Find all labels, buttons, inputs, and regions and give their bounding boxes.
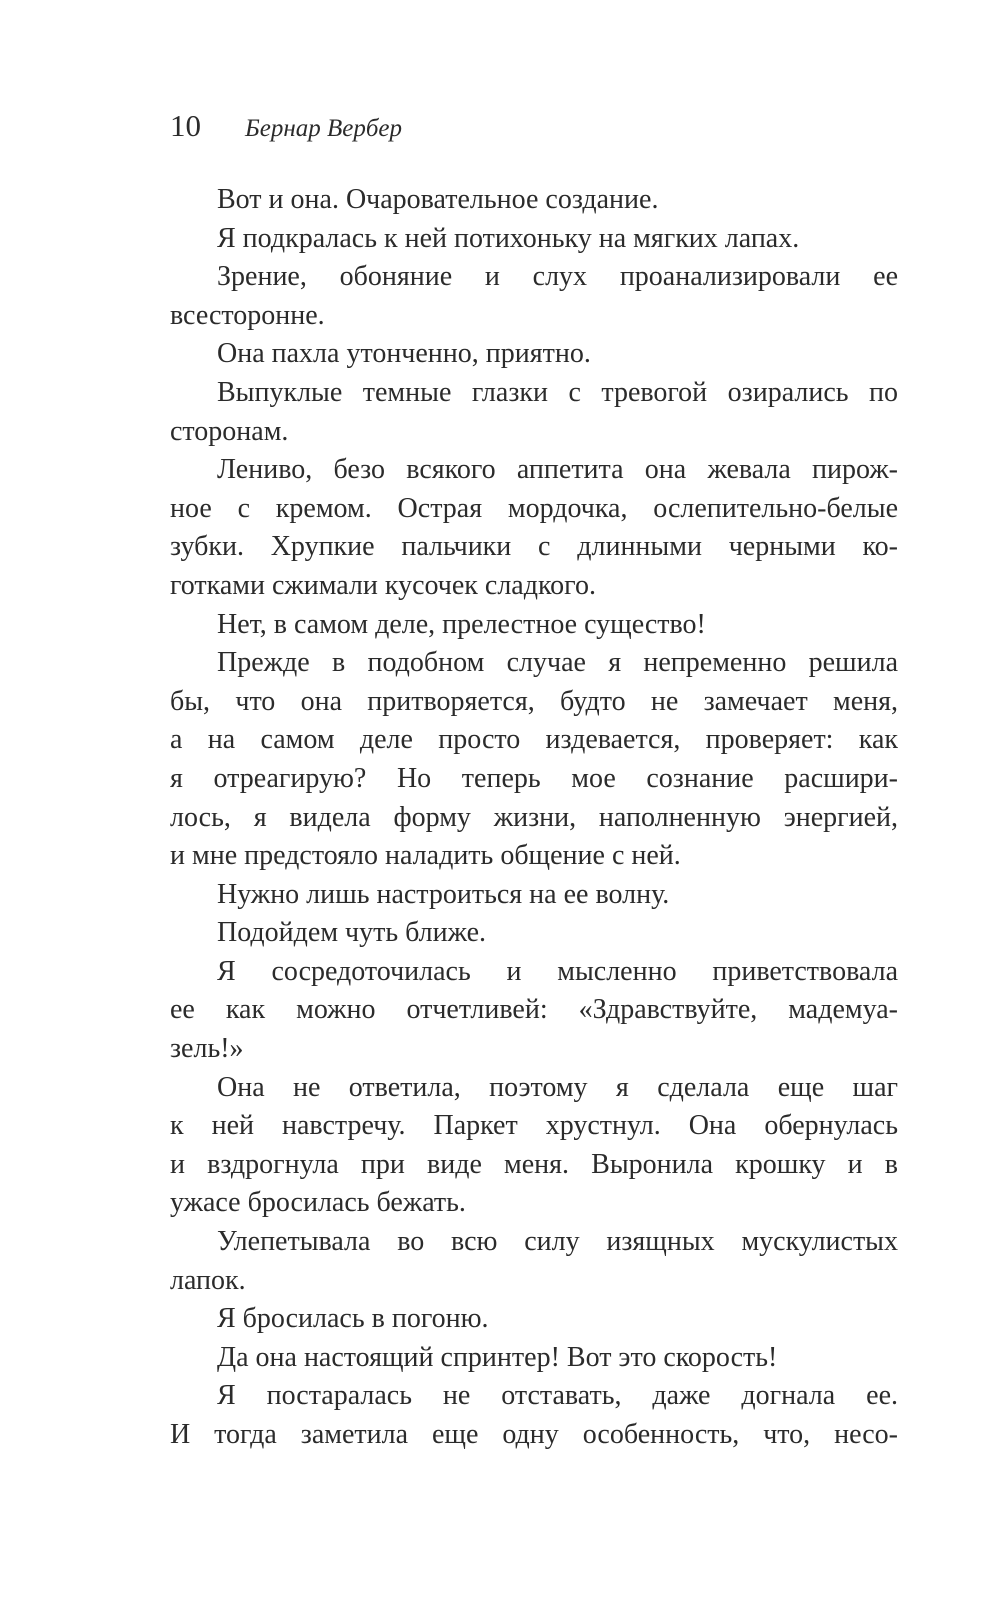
text-line: а на самом деле просто издевается, проверяет: как bbox=[170, 724, 898, 756]
text-line: Лениво, безо всякого аппетита она жевала пирож- bbox=[217, 454, 898, 486]
text-line: Она не ответила, поэтому я сделала еще шаг bbox=[217, 1071, 898, 1103]
text-line: я отреагирую? Но теперь мое сознание расшири- bbox=[170, 762, 898, 794]
text-line: Я сосредоточилась и мысленно приветствовала bbox=[217, 955, 898, 987]
text-line: Нет, в самом деле, прелестное существо! bbox=[217, 608, 706, 640]
text-line: Нужно лишь настроиться на ее волну. bbox=[217, 878, 670, 910]
text-line: И тогда заметила еще одну особенность, что, несо- bbox=[170, 1419, 898, 1450]
page-number: 10 bbox=[170, 108, 201, 143]
text-line: Выпуклые темные глазки с тревогой озирались по bbox=[217, 376, 898, 408]
text-line: Она пахла утонченно, приятно. bbox=[217, 338, 591, 370]
page-header bbox=[170, 108, 402, 148]
text-line: Вот и она. Очаровательное создание. bbox=[217, 184, 659, 215]
text-line: Подойдем чуть ближе. bbox=[217, 917, 487, 949]
text-line: Улепетывала во всю силу изящных мускулистых bbox=[217, 1226, 898, 1258]
text-line: бы, что она притворяется, будто не замечает меня, bbox=[170, 685, 898, 717]
text-line: сторонам. bbox=[170, 415, 289, 447]
text-line: и мне предстояло наладить общение с ней. bbox=[170, 840, 681, 872]
text-line: и вздрогнула при виде меня. Выронила крошку и в bbox=[170, 1148, 898, 1180]
text-line: Да она настоящий спринтер! Вот это скорость! bbox=[217, 1341, 778, 1373]
text-line: всесторонне. bbox=[170, 299, 325, 331]
text-line: к ней навстречу. Паркет хрустнул. Она обернулась bbox=[170, 1110, 898, 1142]
text-line: Зрение, обоняние и слух проанализировали ее bbox=[217, 261, 898, 293]
text-line: Я бросилась в погоню. bbox=[217, 1303, 489, 1335]
running-title: Бернар Вербер bbox=[245, 115, 403, 142]
text-line: зубки. Хрупкие пальчики с длинными черными ко- bbox=[170, 531, 898, 563]
body-text bbox=[170, 181, 898, 1455]
text-line: Я постаралась не отставать, даже догнала ее. bbox=[217, 1380, 898, 1412]
text-line: Я подкралась к ней потихоньку на мягких лапах. bbox=[217, 222, 800, 254]
text-line: ное с кремом. Острая мордочка, ослепительно-белые bbox=[170, 492, 898, 524]
text-line: готками сжимали кусочек сладкого. bbox=[170, 569, 596, 601]
text-line: зель!» bbox=[170, 1033, 244, 1065]
text-line: ее как можно отчетливей: «Здравствуйте, мадемуа- bbox=[170, 994, 898, 1026]
text-line: лось, я видела форму жизни, наполненную энергией, bbox=[170, 801, 898, 833]
text-line: лапок. bbox=[170, 1264, 246, 1296]
text-line: Прежде в подобном случае я непременно решила bbox=[217, 647, 898, 679]
text-line: ужасе бросилась бежать. bbox=[170, 1187, 466, 1219]
